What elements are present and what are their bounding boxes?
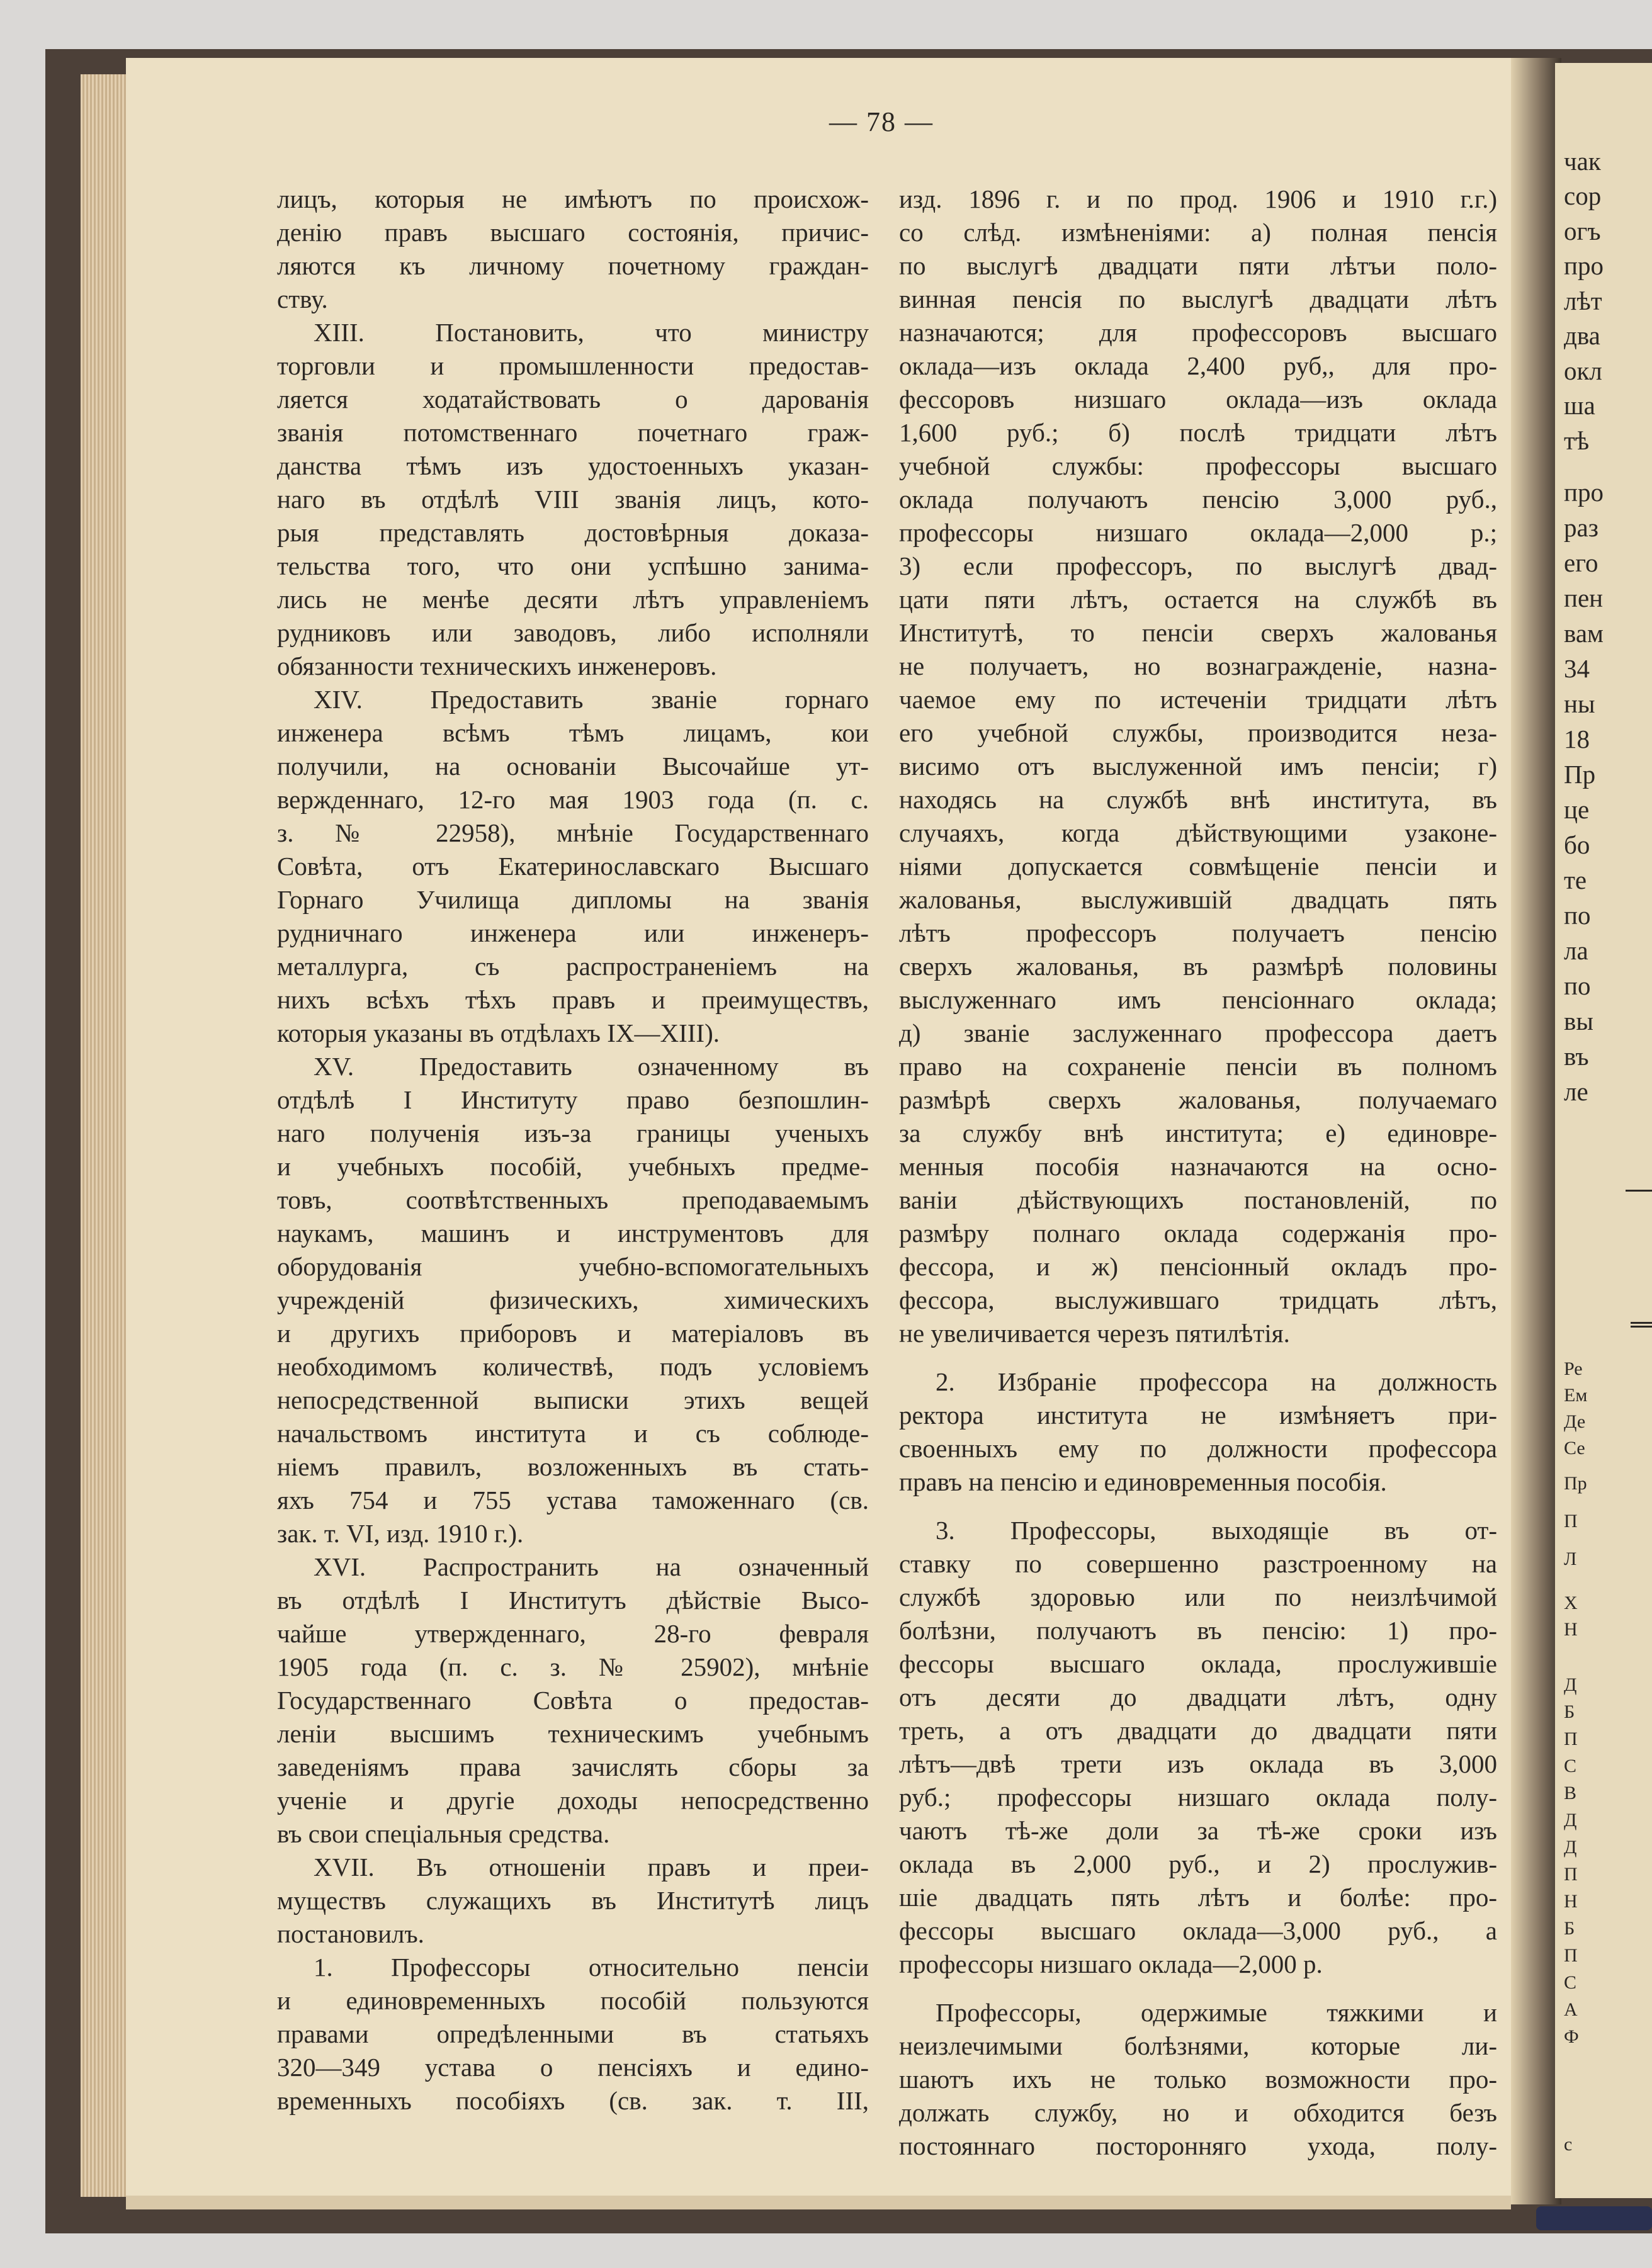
- facing-page-text: чак: [1564, 147, 1601, 176]
- text-line: Совѣта, отъ Екатеринославскаго Высшаго: [277, 852, 869, 881]
- right-text-column: [899, 183, 1497, 2163]
- text-line: размѣрѣ сверхъ жалованья, получаемаго: [899, 1085, 1497, 1114]
- text-line: фессоры высшаго оклада—3,000 руб., а: [899, 1916, 1497, 1945]
- page-number: — 78 —: [829, 106, 934, 137]
- text-line: выслуженнаго имъ пенсіоннаго оклада;: [899, 985, 1497, 1014]
- facing-page-text: Л: [1564, 1549, 1577, 1569]
- facing-page-text: его: [1564, 548, 1598, 577]
- facing-page-text: ны: [1564, 689, 1595, 718]
- divider-rule: [1631, 1322, 1652, 1328]
- text-line: и другихъ приборовъ и матеріаловъ въ: [277, 1319, 869, 1348]
- text-line: ніемъ правилъ, возложенныхъ въ стать-: [277, 1452, 869, 1481]
- text-line: 1905 года (п. с. з. № 25902), мнѣніе: [277, 1652, 869, 1681]
- text-line: треть, а отъ двадцати до двадцати пяти: [899, 1716, 1497, 1745]
- facing-page-text: Ем: [1564, 1385, 1588, 1406]
- text-line: менныя пособія назначаются на осно-: [899, 1152, 1497, 1181]
- facing-page-text: Ф: [1564, 2026, 1579, 2047]
- text-line: металлурга, съ распространеніемъ на: [277, 952, 869, 981]
- text-line: со слѣд. измѣненіями: а) полная пенсія: [899, 218, 1497, 247]
- facing-page-text: Де: [1564, 1411, 1586, 1432]
- text-line: висимо отъ выслуженной имъ пенсіи; г): [899, 752, 1497, 781]
- text-line: размѣру полнаго оклада содержанія про-: [899, 1219, 1497, 1248]
- facing-page-text: ла: [1564, 936, 1588, 965]
- text-line: лицъ, которыя не имѣютъ по происхож-: [277, 184, 869, 213]
- text-line: XVI. Распространить на означенный: [314, 1552, 869, 1581]
- text-line: Горнаго Училища дипломы на званія: [277, 885, 869, 914]
- facing-page-text: те: [1564, 866, 1587, 894]
- text-line: 320—349 устава о пенсіяхъ и едино-: [277, 2053, 869, 2082]
- text-line: отдѣлѣ I Институту право безпошлин-: [277, 1085, 869, 1114]
- text-line: оклада—изъ оклада 2,400 руб,, для про-: [899, 351, 1497, 380]
- text-line: правами опредѣленными въ статьяхъ: [277, 2019, 869, 2048]
- text-line: которыя указаны въ отдѣлахъ IX—XIII).: [277, 1018, 720, 1047]
- text-line: руб.; профессоры низшаго оклада полу-: [899, 1783, 1497, 1812]
- text-line: 3. Профессоры, выходящіе въ от-: [936, 1516, 1497, 1545]
- facing-page-text: вам: [1564, 619, 1604, 648]
- ink-stain: [1536, 2206, 1652, 2230]
- text-line: оборудованія учебно-вспомогательныхъ: [277, 1252, 869, 1281]
- text-line: з. № 22958), мнѣніе Государственнаго: [277, 818, 869, 847]
- text-line: Институтѣ, то пенсіи сверхъ жалованья: [899, 618, 1497, 647]
- text-line: д) званіе заслуженнаго профессора даетъ: [899, 1018, 1497, 1047]
- left-text-column: [277, 183, 869, 2118]
- text-line: непосредственной выписки этихъ вещей: [277, 1385, 869, 1414]
- facing-page-text: раз: [1564, 513, 1598, 542]
- text-line: инженера всѣмъ тѣмъ лицамъ, кои: [277, 718, 869, 747]
- facing-page-text: Ре: [1564, 1358, 1583, 1379]
- facing-page-text: В: [1564, 1783, 1577, 1803]
- text-line: ляется ходатайствовать о дарованія: [277, 385, 869, 414]
- text-line: въ отдѣлѣ I Институтъ дѣйствіе Высо-: [277, 1586, 869, 1615]
- text-line: XIII. Постановить, что министру: [314, 318, 869, 347]
- text-line: тельства того, что они успѣшно занима-: [277, 551, 869, 580]
- text-line: службѣ здоровью или по неизлѣчимой: [899, 1583, 1497, 1611]
- page-bottom-edge: [126, 2196, 1511, 2209]
- text-line: назначаются; для профессоровъ высшаго: [899, 318, 1497, 347]
- text-line: товъ, соотвѣтственныхъ преподаваемымъ: [277, 1185, 869, 1214]
- facing-page-text: ша: [1564, 391, 1595, 420]
- text-line: должать службу, но и обходится безъ: [899, 2098, 1497, 2127]
- facing-page-text: Б: [1564, 1918, 1575, 1939]
- text-line: оклада получаютъ пенсію 3,000 руб.,: [899, 485, 1497, 514]
- facing-page-text: по: [1564, 901, 1591, 930]
- text-line: начальствомъ института и съ соблюде-: [277, 1419, 869, 1448]
- text-line: 2. Избраніе профессора на должность: [936, 1367, 1497, 1396]
- text-line: правъ на пенсію и единовременныя пособія.: [899, 1467, 1387, 1496]
- text-line: въ свои спеціальныя средства.: [277, 1819, 610, 1848]
- text-line: за службу внѣ института; е) единовре-: [899, 1119, 1497, 1148]
- text-line: его учебной службы, производится неза-: [899, 718, 1497, 747]
- facing-page-text: Б: [1564, 1701, 1575, 1722]
- text-line: рудниковъ или заводовъ, либо исполняли: [277, 618, 869, 647]
- facing-page-text: лѣт: [1564, 286, 1602, 315]
- text-line: жалованья, выслужившій двадцать пять: [899, 885, 1497, 914]
- text-line: заведеніямъ права зачислять сборы за: [277, 1752, 869, 1781]
- text-line: званія потомственнаго почетнаго граж-: [277, 418, 869, 447]
- text-line: профессоры низшаго оклада—2,000 р.;: [899, 518, 1497, 547]
- text-line: XIV. Предоставить званіе горнаго: [314, 685, 869, 714]
- text-line: наго полученія изъ-за границы ученыхъ: [277, 1119, 869, 1148]
- text-line: винная пенсія по выслугѣ двадцати лѣтъ: [899, 285, 1497, 313]
- text-line: ніями допускается совмѣщеніе пенсіи и: [899, 852, 1497, 881]
- text-line: болѣзни, получаютъ въ пенсію: 1) про-: [899, 1616, 1497, 1645]
- text-line: 3) если профессоръ, по выслугѣ двад-: [899, 551, 1497, 580]
- facing-page-text: Д: [1564, 1810, 1577, 1831]
- text-line: зак. т. VI, изд. 1910 г.).: [277, 1519, 524, 1548]
- facing-page-text: П: [1564, 1864, 1578, 1885]
- text-line: денію правъ высшаго состоянія, причис-: [277, 218, 869, 247]
- facing-page-text: Се: [1564, 1438, 1585, 1458]
- text-line: леніи высшимъ техническимъ учебнымъ: [277, 1719, 869, 1748]
- text-line: 1. Профессоры относительно пенсіи: [314, 1953, 869, 1982]
- text-line: нихъ всѣхъ тѣхъ правъ и преимуществъ,: [277, 985, 869, 1014]
- text-line: наукамъ, машинъ и инструментовъ для: [277, 1219, 869, 1248]
- text-line: Профессоры, одержимые тяжкими и: [936, 1998, 1497, 2027]
- facing-page-text: Пр: [1564, 1473, 1587, 1494]
- facing-page-text: Д: [1564, 1674, 1577, 1695]
- text-line: Государственнаго Совѣта о предостав-: [277, 1686, 869, 1715]
- text-line: фессоровъ низшаго оклада—изъ оклада: [899, 385, 1497, 414]
- text-line: обязанности техническихъ инженеровъ.: [277, 652, 717, 680]
- text-line: не получаетъ, но вознагражденіе, назна-: [899, 652, 1497, 680]
- text-line: фессоры высшаго оклада, прослужившіе: [899, 1649, 1497, 1678]
- text-line: изд. 1896 г. и по прод. 1906 и 1910 г.г.): [899, 184, 1497, 213]
- facing-page-text: по: [1564, 971, 1591, 1000]
- facing-page-text: въ: [1564, 1042, 1589, 1071]
- text-line: лѣтъ—двѣ трети изъ оклада въ 3,000: [899, 1749, 1497, 1778]
- text-line: фессора, выслужившаго тридцать лѣтъ,: [899, 1285, 1497, 1314]
- text-line: ставку по совершенно разстроенному на: [899, 1549, 1497, 1578]
- text-line: по выслугѣ двадцати пяти лѣтъи поло-: [899, 251, 1497, 280]
- facing-page-text: огъ: [1564, 217, 1601, 245]
- text-line: учебной службы: профессоры высшаго: [899, 451, 1497, 480]
- text-line: постановилъ.: [277, 1919, 424, 1948]
- text-line: постояннаго посторонняго ухода, полу-: [899, 2131, 1497, 2160]
- facing-page-text: 18: [1564, 725, 1590, 753]
- facing-page-text: С: [1564, 1756, 1577, 1776]
- facing-page-text: сор: [1564, 181, 1602, 210]
- text-line: и учебныхъ пособій, учебныхъ предме-: [277, 1152, 869, 1181]
- facing-page-text: два: [1564, 321, 1600, 350]
- facing-page: [1555, 63, 1652, 2198]
- text-line: ректора института не измѣняетъ при-: [899, 1401, 1497, 1430]
- text-line: находясь на службѣ внѣ института, въ: [899, 785, 1497, 814]
- text-line: учрежденій физическихъ, химическихъ: [277, 1285, 869, 1314]
- facing-page-text: Н: [1564, 1619, 1578, 1640]
- text-line: XV. Предоставить означенному въ: [314, 1052, 869, 1081]
- divider-rule: [1626, 1190, 1652, 1192]
- facing-page-text: П: [1564, 1945, 1578, 1966]
- facing-page-text: Пр: [1564, 760, 1596, 789]
- text-line: лись не менѣе десяти лѣтъ управленіемъ: [277, 585, 869, 614]
- facing-page-text: окл: [1564, 356, 1602, 385]
- text-line: цати пяти лѣтъ, остается на службѣ въ: [899, 585, 1497, 614]
- text-line: лѣтъ профессоръ получаетъ пенсію: [899, 918, 1497, 947]
- text-line: фессора, и ж) пенсіонный окладъ про-: [899, 1252, 1497, 1281]
- text-line: право на сохраненіе пенсіи въ полномъ: [899, 1052, 1497, 1081]
- text-line: сверхъ жалованья, въ размѣрѣ половины: [899, 952, 1497, 981]
- text-line: временныхъ пособіяхъ (св. зак. т. III,: [277, 2086, 869, 2115]
- text-line: XVII. Въ отношеніи правъ и преи-: [314, 1853, 869, 1882]
- facing-page-text: П: [1564, 1511, 1578, 1532]
- facing-page-text: бо: [1564, 830, 1590, 859]
- facing-page-text: про: [1564, 478, 1604, 507]
- facing-page-text: ле: [1564, 1077, 1588, 1106]
- text-line: 1,600 руб.; б) послѣ тридцати лѣтъ: [899, 418, 1497, 447]
- book-gutter: [1511, 58, 1561, 2204]
- text-line: торговли и промышленности предостав-: [277, 351, 869, 380]
- facing-page-text: пен: [1564, 584, 1604, 612]
- text-line: ваніи дѣйствующихъ постановленій, по: [899, 1185, 1497, 1214]
- text-line: ученіе и другіе доходы непосредственно: [277, 1786, 869, 1815]
- text-line: рыя представлять достовѣрныя доказа-: [277, 518, 869, 547]
- text-line: ству.: [277, 285, 328, 313]
- text-line: случаяхъ, когда дѣйствующими узаконе-: [899, 818, 1497, 847]
- text-line: своенныхъ ему по должности профессора: [899, 1434, 1497, 1463]
- text-line: профессоры низшаго оклада—2,000 р.: [899, 1949, 1323, 1978]
- facing-page-text: А: [1564, 1999, 1578, 2020]
- text-line: необходимомъ количествѣ, подъ условіемъ: [277, 1352, 869, 1381]
- facing-page-text: с: [1564, 2134, 1573, 2155]
- text-line: неизлечимыми болѣзнями, которые ли-: [899, 2031, 1497, 2060]
- facing-page-text: Д: [1564, 1837, 1577, 1858]
- text-line: наго въ отдѣлѣ VIII званія лицъ, кото-: [277, 485, 869, 514]
- text-line: шіе двадцать пять лѣтъ и болѣе: про-: [899, 1883, 1497, 1912]
- text-line: шаютъ ихъ не только возможности про-: [899, 2065, 1497, 2094]
- text-line: и единовременныхъ пособій пользуются: [277, 1986, 869, 2015]
- facing-page-text: С: [1564, 1972, 1577, 1993]
- text-line: вержденнаго, 12-го мая 1903 года (п. с.: [277, 785, 869, 814]
- facing-page-text: про: [1564, 251, 1604, 280]
- text-line: ляются къ личному почетному граждан-: [277, 251, 869, 280]
- text-line: чаемое ему по истеченіи тридцати лѣтъ: [899, 685, 1497, 714]
- facing-page-text: тѣ: [1564, 426, 1590, 455]
- facing-page-text: це: [1564, 795, 1590, 824]
- facing-page-text: Н: [1564, 1891, 1578, 1912]
- text-line: не увеличивается черезъ пятилѣтія.: [899, 1319, 1290, 1348]
- facing-page-text: 34: [1564, 654, 1590, 683]
- facing-page-text: Х: [1564, 1593, 1578, 1613]
- text-line: оклада въ 2,000 руб., и 2) прослужив-: [899, 1849, 1497, 1878]
- text-line: данства тѣмъ изъ удостоенныхъ указан-: [277, 451, 869, 480]
- text-line: муществъ служащихъ въ Институтѣ лицъ: [277, 1886, 869, 1915]
- facing-page-text: П: [1564, 1729, 1578, 1749]
- text-line: рудничнаго инженера или инженеръ-: [277, 918, 869, 947]
- text-line: чайше утвержденнаго, 28-го февраля: [277, 1619, 869, 1648]
- text-line: чаютъ тѣ-же доли за тѣ-же сроки изъ: [899, 1816, 1497, 1845]
- text-line: отъ десяти до двадцати лѣтъ, одну: [899, 1683, 1497, 1712]
- facing-page-text: вы: [1564, 1007, 1593, 1035]
- text-line: получили, на основаніи Высочайше ут-: [277, 752, 869, 781]
- text-line: яхъ 754 и 755 устава таможеннаго (св.: [277, 1486, 869, 1515]
